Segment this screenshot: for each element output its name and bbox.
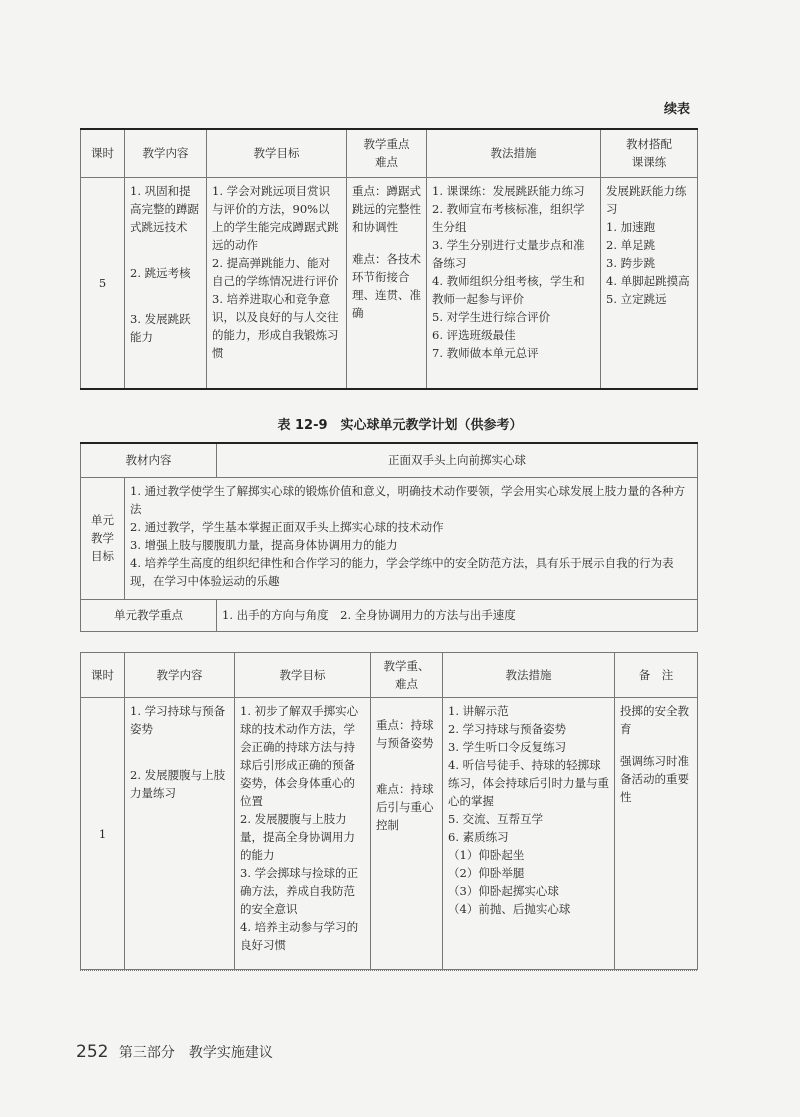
unit-keypoints-label: 单元教学重点 <box>81 599 217 631</box>
content-item: 1. 学习持球与预备姿势 <box>130 704 226 736</box>
goal-item: 4. 培养主动参与学习的良好习惯 <box>240 920 359 952</box>
goal-item: 2. 发展腰腹与上肢力量，提高全身协调用力的能力 <box>240 812 355 862</box>
table-continues-rule <box>80 970 697 971</box>
method-item: 3. 学生听口令反复练习 <box>448 740 567 754</box>
matching-item: 发展跳跃能力练习 <box>606 183 687 216</box>
content-cell <box>125 177 207 389</box>
continued-label: 续表 <box>663 102 690 117</box>
note-item: 投掷的安全教育 <box>620 704 689 736</box>
unit-goal-item: 1. 通过教学使学生了解掷实心球的锻炼价值和意义，明确技术动作要领，学会用实心球发展上肢力量的各种方法 <box>130 483 686 516</box>
method-item: 3. 学生分别进行丈量步点和准备练习 <box>432 237 585 270</box>
header-methods: 教法措施 <box>427 129 601 177</box>
header-content: 教学内容 <box>125 653 235 698</box>
matching-item: 5. 立定跳远 <box>606 291 667 306</box>
notes-cell <box>615 698 698 970</box>
header-content: 教学内容 <box>125 129 207 177</box>
method-item: 6. 素质练习 <box>448 830 509 844</box>
matching-cell <box>601 177 698 389</box>
methods-cell <box>443 698 615 970</box>
page-number: 252 <box>76 1042 109 1062</box>
unit-goal-item: 4. 培养学生高度的组织纪律性和合作学习的能力，学会学练中的安全防范方法，具有乐于展示自我的行为表现，在学习中体验运动的乐趣 <box>130 555 674 588</box>
header-methods: 教法措施 <box>443 653 615 698</box>
method-item: 2. 教师宣布考核标准，组织学生分组 <box>432 201 585 234</box>
goals-cell <box>207 177 347 389</box>
page-footer <box>76 1042 273 1062</box>
method-item: 1. 讲解示范 <box>448 704 509 718</box>
key-points-cell <box>371 698 443 970</box>
key-points-cell <box>347 177 427 389</box>
header-goals: 教学目标 <box>235 653 371 698</box>
key-point-item: 重点：持球与预备姿势 <box>376 718 434 750</box>
content-item: 2. 发展腰腹与上肢力量练习 <box>130 768 226 800</box>
method-item: 7. 教师做本单元总评 <box>432 345 539 360</box>
matching-item: 2. 单足跳 <box>606 237 656 252</box>
key-point-item: 难点：持球后引与重心控制 <box>376 782 434 832</box>
note-item: 强调练习时准备活动的重要性 <box>620 754 689 804</box>
key-point-item: 难点：各技术环节衔接合理、连贯、准确 <box>352 251 421 320</box>
method-item: （2）仰卧举腿 <box>448 866 525 880</box>
method-item: 2. 学习持球与预备姿势 <box>448 722 567 736</box>
goal-item: 1. 学会对跳远项目赏识与评价的方法，90%以上的学生能完成蹲踞式跳远的动作 <box>212 183 339 252</box>
header-goals: 教学目标 <box>207 129 347 177</box>
goal-item: 2. 提高弹跳能力、能对自己的学练情况进行评价 <box>212 255 339 288</box>
method-item: 1. 课课练：发展跳跃能力练习 <box>432 183 585 198</box>
material-value: 正面双手头上向前掷实心球 <box>217 443 698 477</box>
content-item: 3. 发展跳跃能力 <box>130 311 191 344</box>
key-point-item: 重点：蹲踞式跳远的完整性和协调性 <box>352 183 421 234</box>
header-matching: 教材搭配 课课练 <box>601 129 698 177</box>
method-item: 6. 评选班级最佳 <box>432 327 516 342</box>
lesson-number: 5 <box>81 177 125 389</box>
header-key-points: 教学重点 难点 <box>347 129 427 177</box>
matching-item: 3. 跨步跳 <box>606 255 656 270</box>
method-item: （4）前抛、后抛实心球 <box>448 902 571 916</box>
methods-cell <box>427 177 601 389</box>
matching-item: 4. 单脚起跳摸高 <box>606 273 690 288</box>
goal-item: 3. 学会掷球与捡球的正确方法，养成自我防范的安全意识 <box>240 866 359 916</box>
unit-goals-cell <box>125 477 698 599</box>
unit-goal-item: 2. 通过教学，学生基本掌握正面双手头上掷实心球的技术动作 <box>130 519 444 534</box>
unit-overview-table <box>80 442 698 632</box>
method-item: 4. 教师组织分组考核，学生和教师一起参与评价 <box>432 273 585 306</box>
table-caption: 表 12-9 实心球单元教学计划（供参考） <box>277 418 523 433</box>
method-item: 4. 听信号徒手、持球的轻掷球练习，体会持球后引时力量与重心的掌握 <box>448 758 609 808</box>
content-cell <box>125 698 235 970</box>
goal-item: 3. 培养进取心和竞争意识，以及良好的与人交往的能力，形成自我锻炼习惯 <box>212 291 339 360</box>
method-item: 5. 交流、互帮互学 <box>448 812 544 826</box>
content-item: 1. 巩固和提高完整的蹲踞式跳远技术 <box>130 183 199 234</box>
unit-keypoints-value: 1. 出手的方向与角度 2. 全身协调用力的方法与出手速度 <box>217 599 698 631</box>
matching-item: 1. 加速跑 <box>606 219 656 234</box>
goal-item: 1. 初步了解双手掷实心球的技术动作方法，学会正确的持球方法与持球后引形成正确的预备姿势，体会身体重心的位置 <box>240 704 359 808</box>
content-item: 2. 跳远考核 <box>130 265 191 280</box>
lesson-plan-table-continued <box>80 128 698 390</box>
lesson-plan-table <box>80 652 698 970</box>
section-title: 第三部分 教学实施建议 <box>118 1045 273 1061</box>
header-notes: 备 注 <box>615 653 698 698</box>
header-lesson: 课时 <box>81 653 125 698</box>
header-lesson: 课时 <box>81 129 125 177</box>
method-item: （3）仰卧起掷实心球 <box>448 884 559 898</box>
lesson-number: 1 <box>81 698 125 970</box>
method-item: （1）仰卧起坐 <box>448 848 525 862</box>
method-item: 5. 对学生进行综合评价 <box>432 309 551 324</box>
unit-goals-label: 单元 教学 目标 <box>81 477 125 599</box>
material-label: 教材内容 <box>81 443 217 477</box>
unit-goal-item: 3. 增强上肢与腰腹肌力量，提高身体协调用力的能力 <box>130 537 398 552</box>
header-key-points: 教学重、 难点 <box>371 653 443 698</box>
goals-cell <box>235 698 371 970</box>
